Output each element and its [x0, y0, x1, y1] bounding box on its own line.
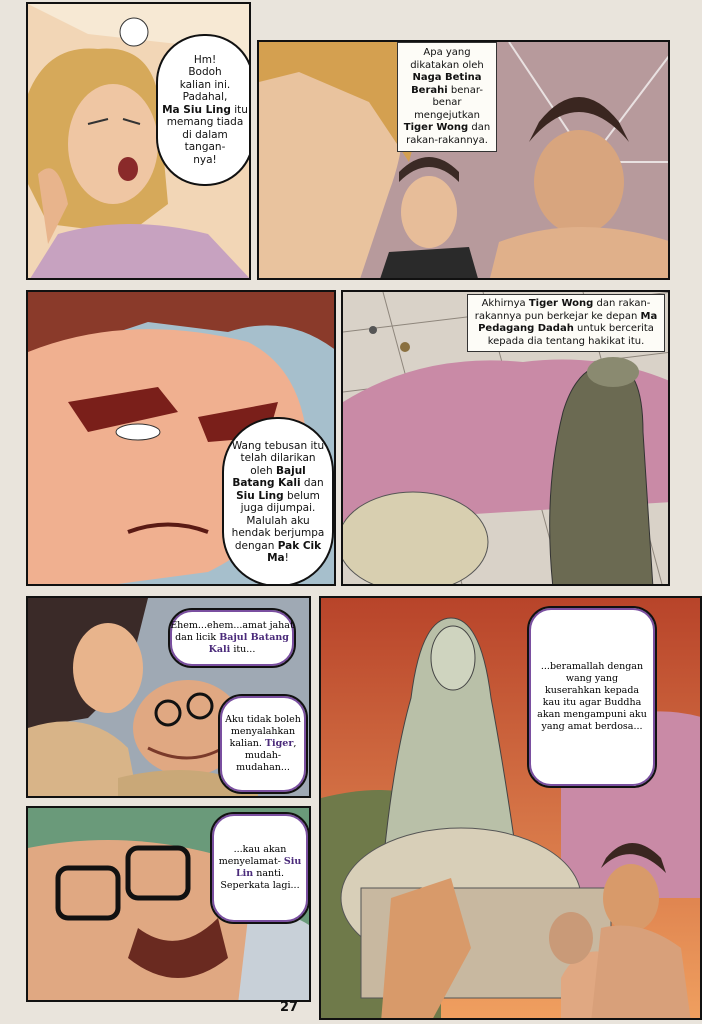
panel-three-men — [257, 40, 670, 280]
caption-text: benar-benar mengejutkan — [414, 84, 483, 121]
bubble-text: di dalam — [182, 128, 228, 141]
bubble-text: Bodoh — [188, 66, 222, 79]
panel-blonde-man — [26, 2, 251, 280]
bubble-text: Wang tebusan itu telah dilarikan oleh — [231, 439, 325, 477]
bubble-text: memang tiada — [166, 116, 244, 129]
character-name: Siu Ling — [236, 489, 284, 502]
bubble-text: ! — [284, 552, 289, 564]
character-name: Ma Siu Ling — [162, 103, 231, 116]
bubble-text: Padahal, — [182, 91, 228, 104]
bubble-text: itu... — [233, 644, 256, 655]
character-name: Pak Cik Ma — [267, 539, 322, 564]
bubble-text: ...beramallah dengan wang yang kuserahkan kepada kau itu agar Buddha akan mengampuni aku yang amat berdosa... — [537, 661, 647, 732]
bubble-text: dan — [303, 477, 324, 489]
panel-old-man-closeup — [26, 806, 311, 1002]
page-number: 27 — [280, 1000, 299, 1015]
bubble-text: belum juga dijumpai. Malulah aku hendak berjumpa dengan — [231, 489, 325, 552]
character-name: Bajul Batang Kali — [232, 464, 306, 489]
panel-angry-face — [26, 290, 336, 586]
speech-bubble — [527, 606, 657, 788]
narration-caption — [467, 294, 665, 352]
speech-bubble — [210, 812, 310, 924]
character-name: Tiger Wong — [403, 122, 469, 133]
bubble-text: itu — [234, 103, 248, 116]
bubble-text: tangan- — [184, 141, 226, 154]
character-name: Tiger — [264, 738, 294, 749]
bubble-text: kalian ini. — [179, 78, 231, 91]
speech-bubble — [218, 694, 308, 794]
speech-bubble — [156, 34, 251, 186]
speech-bubble — [168, 608, 296, 668]
bubble-text: ...kau akan menyelamat- — [218, 844, 287, 867]
panel-statue-courtyard — [341, 290, 670, 586]
bubble-text: nanti. Seperkata lagi... — [220, 868, 300, 891]
caption-text: Akhirnya — [481, 298, 526, 309]
bubble-text: Ehem...ehem...amat jahat dan licik — [170, 620, 294, 643]
caption-text: Apa yang dikatakan oleh — [410, 47, 484, 71]
bubble-text: Hm! — [193, 53, 217, 66]
bubble-text: , mudah-mudahan... — [236, 738, 297, 773]
panel-buddha-statue — [319, 596, 702, 1020]
bubble-text: nya! — [193, 153, 217, 166]
caption-text: dan rakan-rakannya. — [406, 122, 491, 146]
speech-bubble — [222, 417, 334, 586]
character-name: Naga Betina Berahi — [411, 72, 482, 96]
character-name: Siu Lin — [235, 856, 302, 879]
caption-text: dan rakan-rakannya pun berkejar ke depan — [474, 298, 651, 322]
character-name: Bajul Batang Kali — [208, 632, 289, 655]
character-name: Ma Pedagang Dadah — [478, 310, 658, 334]
bubble-text: Aku tidak boleh menyalahkan kalian. — [225, 714, 301, 749]
panel-old-man-bald — [26, 596, 311, 798]
character-name: Tiger Wong — [528, 298, 594, 309]
narration-caption — [397, 42, 497, 152]
caption-text: untuk bercerita kepada dia tentang hakikat itu. — [487, 323, 654, 347]
